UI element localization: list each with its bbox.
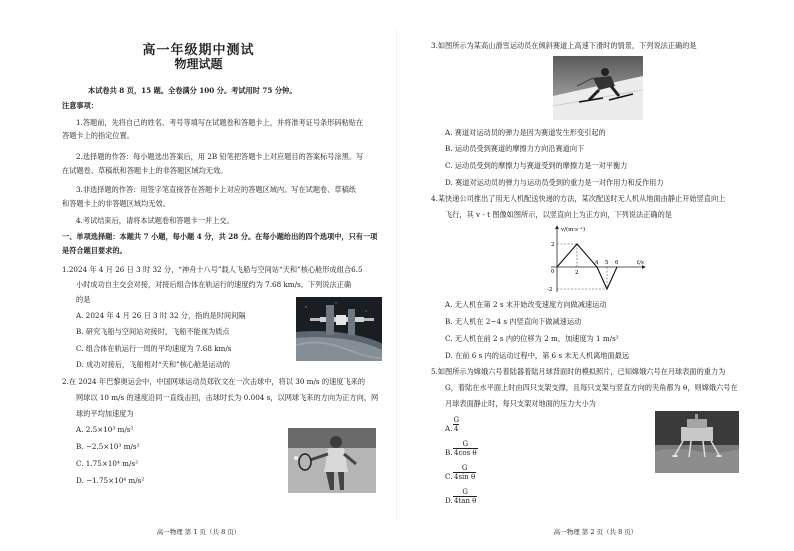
q5-option-c-fraction	[453, 464, 476, 481]
note-line-1: 1.答题前，先将自己的姓名、考号等填写在试题卷和答题卡上，并将准考证号条形码粘贴在	[76, 118, 364, 127]
q5-option-d-num: G	[462, 488, 468, 496]
section-1-line-1: 一、单项选择题：本题共 7 小题，每小题 4 分，共 28 分。在每小题给出的四个选项中，只有一项	[62, 232, 378, 241]
q1-option-b: B. 研究飞船与空间站对接时，飞船不能视为质点	[76, 327, 230, 336]
q5-option-c-letter: C.	[445, 472, 453, 481]
q5-option-d-den: 4tan θ	[454, 497, 477, 505]
q3-option-d: D. 赛道对运动员的弹力与运动员受到的重力是一对作用力和反作用力	[445, 178, 664, 187]
q5-option-c-den: 4sin θ	[454, 473, 476, 481]
q5-option-c-num: G	[461, 464, 468, 472]
exam-intro: 本试卷共 8 页，15 题。全卷满分 100 分。考试用时 75 分钟。	[88, 86, 297, 95]
xtick-6: 6	[615, 260, 619, 266]
notes-heading: 注意事项：	[62, 101, 98, 110]
q4-stem-1: 4.某快递公司推出了用无人机配送快递的方法，某次配送时无人机从地面由静止开始竖直向上	[431, 194, 726, 203]
section-1-line-2: 是符合题目要求的。	[62, 246, 127, 255]
q5-option-b-den: 4cos θ	[454, 449, 477, 457]
lunar-lander-image	[655, 411, 739, 473]
q2-option-b: B. −2.5×10³ m/s²	[76, 442, 140, 451]
q5-option-b-fraction	[453, 440, 478, 457]
note-line-7: 4.考试结束后，请将本试题卷和答题卡一并上交。	[76, 216, 234, 225]
q5-stem-1: 5.如图所示为嫦娥六号着陆器着陆月球背面时的模拟照片，已知嫦娥六号在月球表面的重力为	[431, 367, 726, 376]
q5-option-b-num: G	[462, 440, 469, 448]
q1-option-c: C. 组合体在轨运行一周的平均速度为 7.68 km/s	[76, 344, 232, 353]
xtick-5: 5	[605, 260, 609, 266]
q1-stem-3: 的是	[76, 295, 91, 304]
q5-option-d-letter: D.	[445, 496, 453, 505]
q1-stem-1: 1.2024 年 4 月 26 日 3 时 32 分，“神舟十八号”载人飞船与空间站“天和”核心舱形成组合6.5	[62, 265, 363, 274]
q5-stem-2: G，着陆在水平面上时由四只支架支撑，且每只支架与竖直方向的夹角都为 θ，则嫦娥六号在	[445, 383, 738, 392]
t-axis-label: t/s	[637, 260, 644, 266]
note-line-3: 2.选择题的作答：每小题选出答案后，用 2B 铅笔把答题卡上对应题目的答案标号涂黑。写	[76, 152, 364, 161]
q2-option-a: A. 2.5×10³ m/s²	[76, 425, 134, 434]
q4-option-b: B. 无人机在 2~4 s 内竖直向下做减速运动	[445, 317, 582, 326]
q2-option-c: C. 1.75×10⁴ m/s²	[76, 459, 138, 468]
v-axis-label: v/(m·s⁻¹)	[561, 227, 586, 233]
q1-option-a: A. 2024 年 4 月 26 日 3 时 32 分，指的是时间间隔	[76, 311, 246, 320]
q1-option-d: D. 成功对接后，飞船相对“天和”核心舱是运动的	[76, 360, 230, 369]
exam-subtitle: 物理试题	[174, 57, 223, 71]
tennis-player-image	[288, 428, 376, 493]
q3-option-c: C. 运动员受到的摩擦力与赛道受到的摩擦力是一对平衡力	[445, 161, 628, 170]
q4-option-c: C. 无人机在前 2 s 内的位移为 2 m，加速度为 1 m/s²	[445, 334, 619, 343]
q1-stem-2: 小时成功自主交会对接，对接后组合体在轨运行的速度约为 7.68 km/s。下列说法正确	[76, 280, 352, 289]
q4-stem-2: 飞行，其 v - t 图像如图所示，以竖直向上为正方向，下列说法正确的是	[445, 210, 672, 219]
q3-option-a: A. 赛道对运动员的弹力是因为赛道发生形变引起的	[445, 128, 606, 137]
page-2	[397, 0, 794, 551]
q2-stem-2: 网球以 10 m/s 的速度沿同一直线击回，击球时长为 0.004 s，以网球飞来的方向为正方向，网	[76, 393, 379, 402]
q4-option-d: D. 在前 6 s 内的运动过程中，第 6 s 末无人机离地面最远	[445, 351, 630, 360]
ytick-neg-2: -2	[547, 287, 553, 293]
v-t-line	[557, 244, 617, 289]
q5-option-a-fraction	[453, 416, 459, 433]
q5-option-d-fraction	[453, 488, 477, 505]
xtick-2: 2	[575, 270, 579, 276]
q5-option-a-den: 4	[454, 425, 459, 433]
footer-page-1: 高一物理 第 1 页（共 8 页）	[156, 528, 241, 536]
origin-label: 0	[551, 269, 555, 275]
q5-stem-3: 月球表面静止时，每只支架对地面的压力大小为	[445, 399, 596, 408]
q3-stem: 3.如图所示为某高山滑雪运动员在倾斜赛道上高速下滑时的情景，下列说法正确的是	[431, 41, 697, 50]
q5-option-a-num: G	[453, 416, 460, 424]
footer-page-2: 高一物理 第 2 页（共 8 页）	[553, 528, 638, 536]
q2-stem-1: 2.在 2024 年巴黎奥运会中，中国网球运动员郑钦文在一次击球中，将以 30 m/s 的速度飞来的	[62, 377, 366, 386]
q2-option-d: D. −1.75×10⁴ m/s²	[76, 476, 145, 485]
xtick-4: 4	[595, 260, 599, 266]
note-line-5: 3.非选择题的作答：用签字笔直接答在答题卡上对应的答题区域内。写在试题卷、草稿纸	[76, 185, 356, 194]
space-station-image	[296, 297, 382, 361]
q5-option-b-letter: B.	[445, 448, 453, 457]
q4-option-a: A. 无人机在第 2 s 末开始改变速度方向做减速运动	[445, 300, 607, 309]
q5-option-a-letter: A.	[445, 424, 453, 433]
note-line-2: 答题卡上的指定位置。	[62, 131, 134, 140]
q2-stem-3: 球的平均加速度为	[76, 409, 134, 418]
note-line-4: 在试题卷、草稿纸和答题卡上的非答题区域均无效。	[62, 166, 228, 175]
skier-image	[553, 56, 643, 120]
q3-option-b: B. 运动员受到赛道的摩擦力方向沿赛道向下	[445, 144, 585, 153]
ytick-2: 2	[551, 242, 555, 248]
velocity-time-graph	[545, 222, 651, 296]
note-line-6: 和答题卡上的非答题区域均无效。	[62, 199, 170, 208]
exam-title: 高一年级期中测试	[142, 43, 255, 58]
